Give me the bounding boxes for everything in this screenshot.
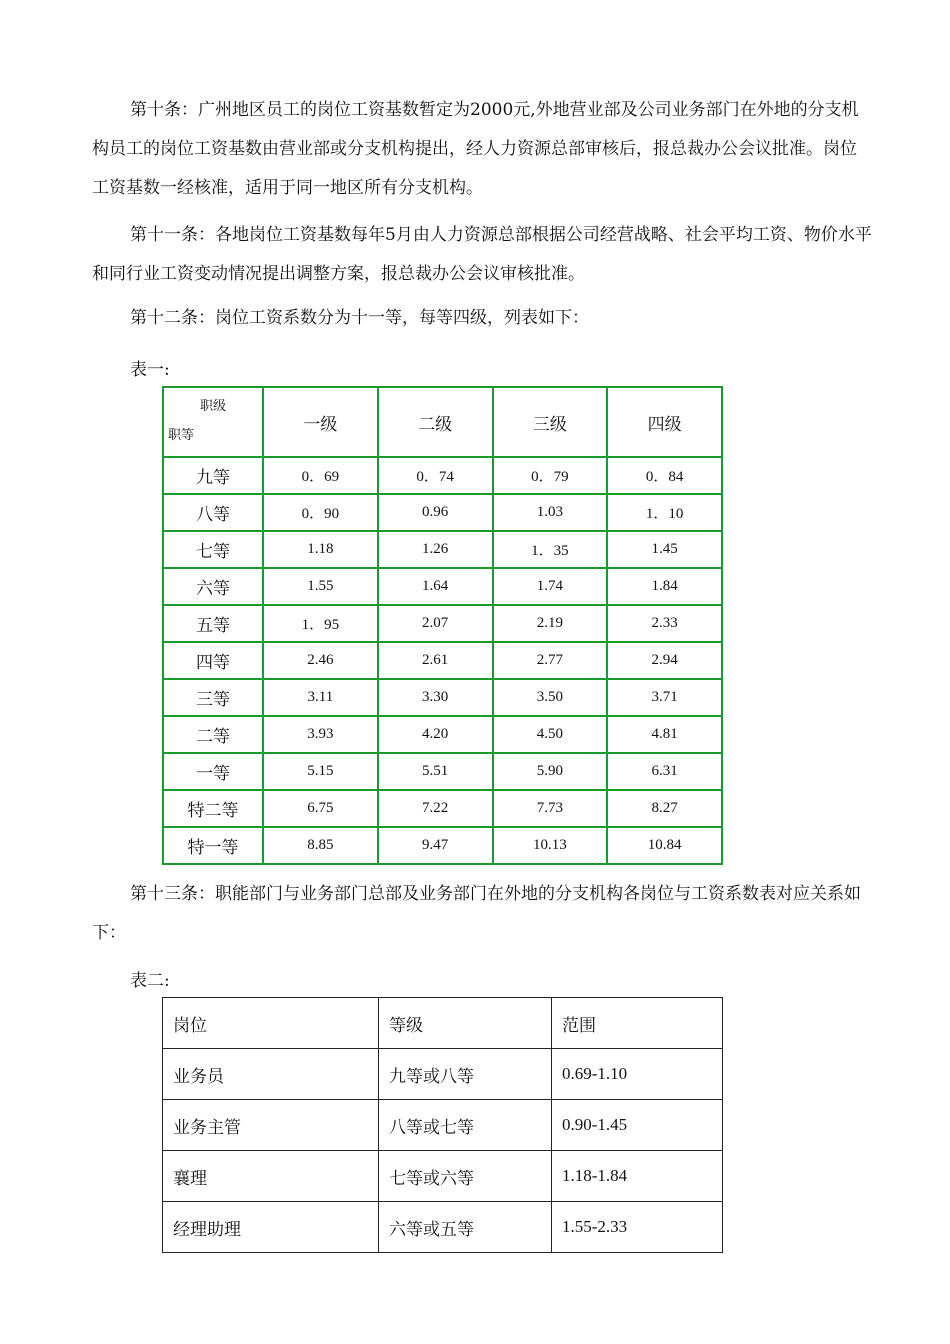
table-row	[163, 568, 722, 605]
table1-corner-cell	[163, 387, 263, 457]
grade-label: 二等	[163, 716, 263, 753]
table-row	[163, 531, 722, 568]
position-cell: 襄理	[163, 1151, 379, 1202]
coefficient-cell: 0．79	[493, 457, 608, 494]
coefficient-cell: 2.46	[263, 642, 378, 679]
coefficient-cell: 1.45	[607, 531, 722, 568]
grade-label: 三等	[163, 679, 263, 716]
coefficient-cell: 6.75	[263, 790, 378, 827]
table2-caption: 表二:	[130, 971, 170, 991]
coefficient-cell: 0．69	[263, 457, 378, 494]
position-cell: 业务员	[163, 1049, 379, 1100]
article-12: 第十二条：岗位工资系数分为十一等，每等四级，列表如下：	[130, 308, 589, 328]
coefficient-cell: 1.55	[263, 568, 378, 605]
coefficient-cell: 9.47	[378, 827, 493, 864]
position-cell: 业务主管	[163, 1100, 379, 1151]
grade-label: 四等	[163, 642, 263, 679]
coefficient-cell: 10.13	[493, 827, 608, 864]
coefficient-cell: 0．84	[607, 457, 722, 494]
wage-coefficient-table	[162, 386, 723, 865]
coefficient-cell: 2.07	[378, 605, 493, 642]
grade-label: 特一等	[163, 827, 263, 864]
coefficient-cell: 1．95	[263, 605, 378, 642]
coefficient-cell: 8.85	[263, 827, 378, 864]
corner-level-label: 职级	[200, 399, 227, 414]
coefficient-cell: 1.74	[493, 568, 608, 605]
table-row	[163, 1202, 723, 1253]
grade-label: 八等	[163, 494, 263, 531]
grade-label: 六等	[163, 568, 263, 605]
coefficient-cell: 3.71	[607, 679, 722, 716]
level-header: 二级	[378, 387, 493, 457]
table2-header: 岗位	[163, 998, 379, 1049]
coefficient-cell: 0．90	[263, 494, 378, 531]
coefficient-cell: 3.50	[493, 679, 608, 716]
grade-range-cell: 七等或六等	[379, 1151, 552, 1202]
coefficient-cell: 3.30	[378, 679, 493, 716]
grade-label: 九等	[163, 457, 263, 494]
article-11: 第十一条：各地岗位工资基数每年5月由人力资源总部根据公司经营战略、社会平均工资、物价水平和同行业工资变动情况提出调整方案，报总裁办公会议审核批准。	[92, 225, 872, 284]
level-header: 一级	[263, 387, 378, 457]
coefficient-cell: 1．10	[607, 494, 722, 531]
grade-range-cell: 八等或七等	[379, 1100, 552, 1151]
article-13: 第十三条：职能部门与业务部门总部及业务部门在外地的分支机构各岗位与工资系数表对应关系如下：	[92, 884, 861, 943]
coefficient-cell: 2.61	[378, 642, 493, 679]
coefficient-range-cell: 0.90-1.45	[552, 1100, 723, 1151]
coefficient-cell: 10.84	[607, 827, 722, 864]
coefficient-cell: 4.20	[378, 716, 493, 753]
table-row	[163, 605, 722, 642]
coefficient-cell: 1.18	[263, 531, 378, 568]
coefficient-cell: 2.19	[493, 605, 608, 642]
level-header: 四级	[607, 387, 722, 457]
table-row	[163, 1151, 723, 1202]
table-row	[163, 679, 722, 716]
coefficient-cell: 5.51	[378, 753, 493, 790]
coefficient-range-cell: 0.69-1.10	[552, 1049, 723, 1100]
table1-caption: 表一:	[130, 360, 170, 380]
coefficient-range-cell: 1.18-1.84	[552, 1151, 723, 1202]
coefficient-cell: 2.94	[607, 642, 722, 679]
level-header: 三级	[493, 387, 608, 457]
position-cell: 经理助理	[163, 1202, 379, 1253]
grade-range-cell: 九等或八等	[379, 1049, 552, 1100]
grade-label: 五等	[163, 605, 263, 642]
table-row	[163, 790, 722, 827]
coefficient-cell: 7.73	[493, 790, 608, 827]
grade-label: 一等	[163, 753, 263, 790]
coefficient-range-cell: 1.55-2.33	[552, 1202, 723, 1253]
coefficient-cell: 3.11	[263, 679, 378, 716]
coefficient-cell: 2.33	[607, 605, 722, 642]
coefficient-cell: 1.26	[378, 531, 493, 568]
corner-grade-label: 职等	[168, 428, 195, 443]
coefficient-cell: 4.50	[493, 716, 608, 753]
table-row	[163, 716, 722, 753]
table-row	[163, 1100, 723, 1151]
coefficient-cell: 6.31	[607, 753, 722, 790]
coefficient-cell: 5.15	[263, 753, 378, 790]
table-row	[163, 1049, 723, 1100]
coefficient-cell: 1.64	[378, 568, 493, 605]
article-10: 第十条：广州地区员工的岗位工资基数暂定为2000元,外地营业部及公司业务部门在外地的分支机构员工的岗位工资基数由营业部或分支机构提出，经人力资源总部审核后，报总裁办公会议批准。岗位工资基数一经核准，适用于同一地区所有分支机构。	[92, 100, 859, 198]
coefficient-cell: 8.27	[607, 790, 722, 827]
coefficient-cell: 1.84	[607, 568, 722, 605]
table-row	[163, 494, 722, 531]
table2-header: 范围	[552, 998, 723, 1049]
coefficient-cell: 3.93	[263, 716, 378, 753]
position-grade-table	[162, 997, 723, 1253]
coefficient-cell: 1.03	[493, 494, 608, 531]
table-row	[163, 753, 722, 790]
coefficient-cell: 0.96	[378, 494, 493, 531]
table-row	[163, 642, 722, 679]
grade-label: 七等	[163, 531, 263, 568]
grade-range-cell: 六等或五等	[379, 1202, 552, 1253]
coefficient-cell: 5.90	[493, 753, 608, 790]
grade-label: 特二等	[163, 790, 263, 827]
coefficient-cell: 2.77	[493, 642, 608, 679]
coefficient-cell: 1．35	[493, 531, 608, 568]
coefficient-cell: 0．74	[378, 457, 493, 494]
table-row	[163, 827, 722, 864]
coefficient-cell: 4.81	[607, 716, 722, 753]
table-row	[163, 457, 722, 494]
coefficient-cell: 7.22	[378, 790, 493, 827]
table2-header: 等级	[379, 998, 552, 1049]
